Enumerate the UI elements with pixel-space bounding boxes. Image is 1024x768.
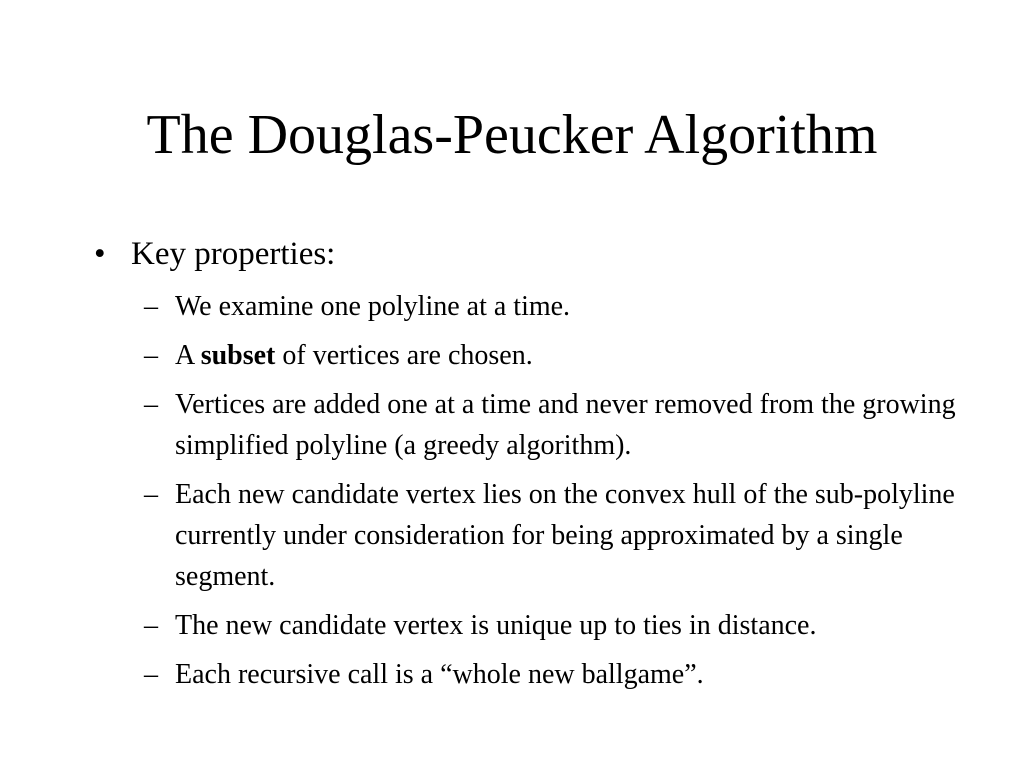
- sub-item-text: We examine one polyline at a time.: [175, 291, 571, 322]
- bullet-text: Key properties:: [131, 236, 336, 272]
- dash-marker: –: [144, 340, 158, 371]
- sub-item: [144, 335, 974, 376]
- sub-item-text: The new candidate vertex is unique up to ties in distance.: [175, 610, 817, 641]
- sub-item: [144, 654, 974, 695]
- sub-item: [144, 384, 974, 466]
- dash-marker: –: [144, 291, 158, 322]
- sub-item: [144, 286, 974, 327]
- dash-marker: –: [144, 659, 158, 690]
- sub-item-text: Each recursive call is a “whole new ballgame”.: [175, 659, 704, 690]
- sub-item: [144, 605, 974, 646]
- sub-item-text: Each new candidate vertex lies on the convex hull of the sub-polyline currently under consideration for being approximated by a single segment.: [175, 479, 955, 592]
- sub-bullet-list: [144, 286, 974, 703]
- sub-item-suffix: of vertices are chosen.: [275, 340, 533, 371]
- dash-marker: –: [144, 479, 158, 510]
- dash-marker: –: [144, 610, 158, 641]
- sub-item-text: [175, 335, 974, 376]
- sub-item-prefix: A: [175, 340, 201, 371]
- sub-item-text: Vertices are added one at a time and never removed from the growing simplified polyline (a greedy algorithm).: [175, 389, 956, 461]
- bullet-marker: •: [94, 236, 106, 272]
- sub-item: [144, 474, 974, 597]
- slide-title: The Douglas-Peucker Algorithm: [146, 104, 878, 166]
- dash-marker: –: [144, 389, 158, 420]
- sub-item-bold: subset: [200, 340, 276, 371]
